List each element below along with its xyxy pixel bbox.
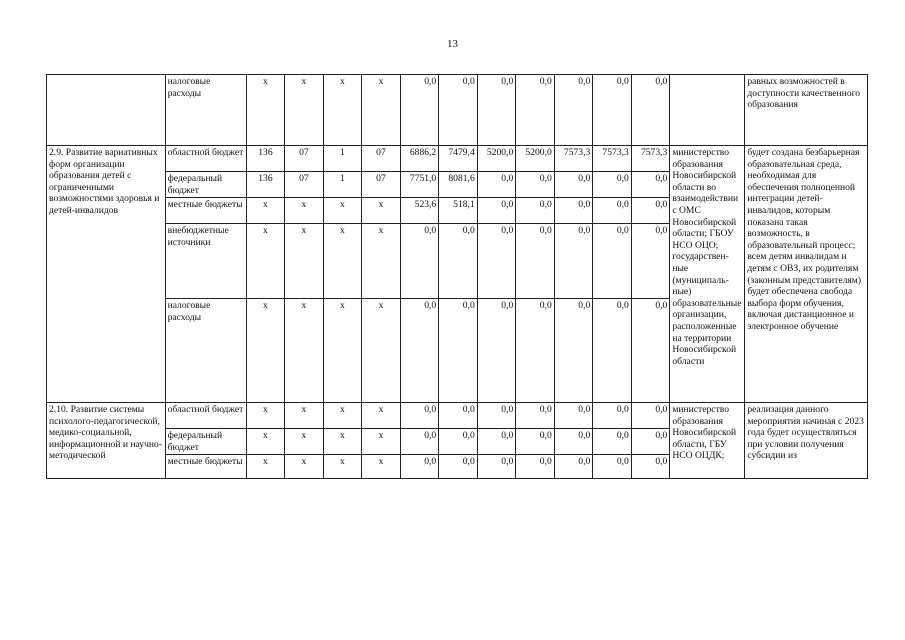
amount-cell: 0,0 — [631, 172, 670, 198]
amount-cell: 0,0 — [516, 299, 555, 403]
code-cell: х — [285, 429, 324, 455]
amount-cell: 0,0 — [631, 403, 670, 429]
code-cell: х — [323, 224, 362, 299]
amount-cell: 0,0 — [631, 75, 670, 146]
code-cell: х — [362, 429, 401, 455]
amount-cell: 0,0 — [593, 299, 632, 403]
code-cell: х — [323, 455, 362, 479]
code-cell: х — [362, 224, 401, 299]
funding-source-cell: местные бюджеты — [165, 198, 246, 224]
funding-source-cell: налоговые расходы — [165, 299, 246, 403]
event-title-cell: 2.10. Развитие системы психолого-педагогической, медико-социальной, информационной и научно-методической — [47, 403, 166, 479]
amount-cell: 0,0 — [400, 403, 439, 429]
code-cell: 136 — [246, 172, 285, 198]
amount-cell: 0,0 — [554, 455, 593, 479]
amount-cell: 0,0 — [400, 455, 439, 479]
code-cell: 07 — [362, 172, 401, 198]
amount-cell: 0,0 — [400, 429, 439, 455]
code-cell: х — [362, 75, 401, 146]
amount-cell: 0,0 — [631, 299, 670, 403]
amount-cell: 0,0 — [631, 455, 670, 479]
funding-source-cell: федеральный бюджет — [165, 429, 246, 455]
funding-source-cell: областной бюджет — [165, 146, 246, 172]
code-cell: х — [246, 198, 285, 224]
amount-cell: 0,0 — [516, 172, 555, 198]
amount-cell: 0,0 — [477, 429, 516, 455]
code-cell: х — [285, 403, 324, 429]
amount-cell: 0,0 — [631, 429, 670, 455]
amount-cell: 0,0 — [439, 299, 478, 403]
amount-cell: 0,0 — [477, 172, 516, 198]
amount-cell: 0,0 — [554, 299, 593, 403]
code-cell: 136 — [246, 146, 285, 172]
code-cell: х — [323, 299, 362, 403]
amount-cell: 0,0 — [593, 224, 632, 299]
code-cell: х — [362, 403, 401, 429]
amount-cell: 7573,3 — [631, 146, 670, 172]
code-cell: х — [323, 75, 362, 146]
code-cell: х — [246, 299, 285, 403]
code-cell: х — [362, 198, 401, 224]
code-cell: х — [246, 75, 285, 146]
amount-cell: 6886,2 — [400, 146, 439, 172]
amount-cell: 7751,0 — [400, 172, 439, 198]
executor-cell: министерство образования Новосибирской области во взаимодействии с ОМС Новосибирской области; ГБОУ НСО ОЦО; государствен-ные (муниципаль-ные) образовательные организации, расположенные на территории Новосибирской области — [670, 146, 745, 403]
amount-cell: 0,0 — [477, 299, 516, 403]
amount-cell: 0,0 — [439, 429, 478, 455]
amount-cell: 0,0 — [593, 455, 632, 479]
amount-cell: 0,0 — [400, 299, 439, 403]
code-cell: х — [323, 403, 362, 429]
amount-cell: 7573,3 — [593, 146, 632, 172]
amount-cell: 0,0 — [631, 224, 670, 299]
code-cell: 1 — [323, 172, 362, 198]
amount-cell: 0,0 — [593, 75, 632, 146]
amount-cell: 0,0 — [439, 455, 478, 479]
event-title-cell — [47, 75, 166, 146]
page-number: 13 — [447, 38, 458, 50]
code-cell: х — [323, 429, 362, 455]
code-cell: х — [362, 299, 401, 403]
amount-cell: 5200,0 — [516, 146, 555, 172]
amount-cell: 0,0 — [554, 224, 593, 299]
code-cell: 1 — [323, 146, 362, 172]
amount-cell: 0,0 — [439, 75, 478, 146]
amount-cell: 0,0 — [554, 198, 593, 224]
amount-cell: 0,0 — [516, 224, 555, 299]
event-title-cell: 2.9. Развитие вариативных форм организации образования детей с ограниченными возможностями здоровья и детей-инвалидов — [47, 146, 166, 403]
amount-cell: 518,1 — [439, 198, 478, 224]
amount-cell: 0,0 — [477, 224, 516, 299]
executor-cell: министерство образования Новосибирской области, ГБУ НСО ОЦДК; — [670, 403, 745, 479]
amount-cell: 0,0 — [554, 429, 593, 455]
program-table — [46, 74, 868, 479]
code-cell: х — [285, 224, 324, 299]
amount-cell: 0,0 — [593, 429, 632, 455]
code-cell: х — [323, 198, 362, 224]
amount-cell: 8081,6 — [439, 172, 478, 198]
amount-cell: 0,0 — [554, 172, 593, 198]
amount-cell: 0,0 — [631, 198, 670, 224]
amount-cell: 0,0 — [516, 198, 555, 224]
amount-cell: 0,0 — [477, 403, 516, 429]
amount-cell: 0,0 — [593, 403, 632, 429]
amount-cell: 0,0 — [554, 75, 593, 146]
code-cell: х — [285, 75, 324, 146]
code-cell: х — [246, 403, 285, 429]
funding-source-cell: местные бюджеты — [165, 455, 246, 479]
table-row — [47, 75, 868, 146]
code-cell: 07 — [285, 172, 324, 198]
code-cell: х — [246, 429, 285, 455]
amount-cell: 0,0 — [477, 455, 516, 479]
table-row — [47, 403, 868, 429]
result-cell: реализация данного мероприятия начиная с 2023 года будет осуществляться при условии получения субсидии из — [745, 403, 868, 479]
code-cell: 07 — [362, 146, 401, 172]
result-cell: равных возможностей в доступности качественного образования — [745, 75, 868, 146]
amount-cell: 0,0 — [516, 403, 555, 429]
funding-source-cell: налоговые расходы — [165, 75, 246, 146]
amount-cell: 7573,3 — [554, 146, 593, 172]
amount-cell: 0,0 — [516, 75, 555, 146]
code-cell: х — [246, 455, 285, 479]
amount-cell: 0,0 — [593, 198, 632, 224]
code-cell: х — [285, 198, 324, 224]
funding-source-cell: областной бюджет — [165, 403, 246, 429]
amount-cell: 0,0 — [593, 172, 632, 198]
amount-cell: 0,0 — [400, 224, 439, 299]
amount-cell: 0,0 — [516, 429, 555, 455]
amount-cell: 0,0 — [477, 75, 516, 146]
code-cell: х — [362, 455, 401, 479]
amount-cell: 0,0 — [439, 224, 478, 299]
amount-cell: 0,0 — [439, 403, 478, 429]
amount-cell: 0,0 — [477, 198, 516, 224]
code-cell: х — [246, 224, 285, 299]
funding-source-cell: федеральный бюджет — [165, 172, 246, 198]
funding-source-cell: внебюджетные источники — [165, 224, 246, 299]
executor-cell — [670, 75, 745, 146]
code-cell: х — [285, 455, 324, 479]
code-cell: 07 — [285, 146, 324, 172]
code-cell: х — [285, 299, 324, 403]
amount-cell: 0,0 — [400, 75, 439, 146]
table-row — [47, 146, 868, 172]
amount-cell: 7479,4 — [439, 146, 478, 172]
amount-cell: 0,0 — [554, 403, 593, 429]
amount-cell: 5200,0 — [477, 146, 516, 172]
result-cell: будет создана безбарьерная образовательная среда, необходимая для обеспечения полноценной интеграции детей-инвалидов, которым показана такая возможность, в образовательный процесс; всем детям инвалидам и детям с ОВЗ, их родителям (законным представителям) будет обеспечена свобода выбора форм обучения, включая дистанционное и электронное обучение — [745, 146, 868, 403]
amount-cell: 0,0 — [516, 455, 555, 479]
amount-cell: 523,6 — [400, 198, 439, 224]
